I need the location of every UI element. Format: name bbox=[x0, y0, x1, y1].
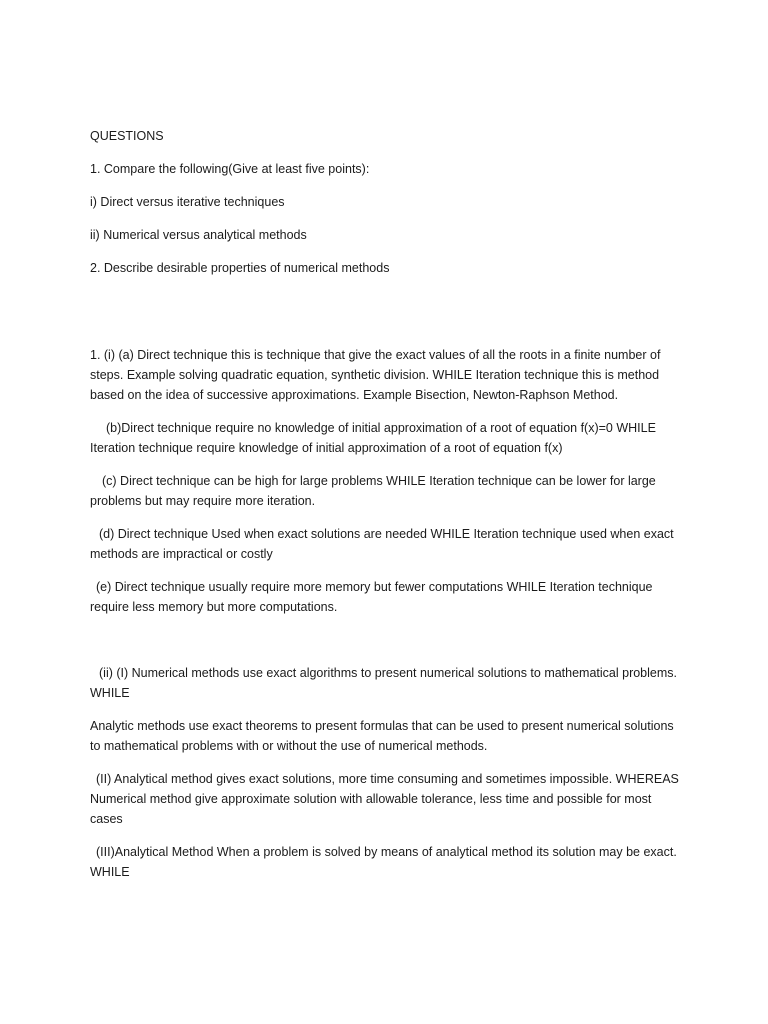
answer-1-ii-II: (II) Analytical method gives exact solutions, more time consuming and sometimes impossible. WHEREAS Numerical method give approximate solution with allowable tolerance, less time and possible for most cases bbox=[90, 772, 679, 826]
question-1: 1. Compare the following(Give at least five points): bbox=[90, 162, 370, 176]
document-body bbox=[90, 126, 680, 895]
answer-1-ii-III: (III)Analytical Method When a problem is solved by means of analytical method its solution may be exact. WHILE bbox=[90, 845, 677, 879]
answer-1-ii-I: (ii) (I) Numerical methods use exact algorithms to present numerical solutions to mathematical problems. WHILE bbox=[90, 666, 678, 700]
answer-1-i-c: (c) Direct technique can be high for large problems WHILE Iteration technique can be lower for large problems but may require more iteration. bbox=[90, 474, 656, 508]
questions-section bbox=[90, 126, 680, 278]
answer-1-i-d: (d) Direct technique Used when exact solutions are needed WHILE Iteration technique used when exact methods are impractical or costly bbox=[90, 527, 674, 561]
section-spacer bbox=[90, 278, 680, 345]
question-1-part-i: i) Direct versus iterative techniques bbox=[90, 195, 285, 209]
answer-1-i-e: (e) Direct technique usually require more memory but fewer computations WHILE Iteration technique require less memory but more computations. bbox=[90, 580, 653, 614]
answer-spacer bbox=[90, 630, 680, 663]
answer-1-i-a: 1. (i) (a) Direct technique this is technique that give the exact values of all the roots in a finite number of steps. Example solving quadratic equation, synthetic division. WHILE Iteration technique this is method based on the idea of successive approximations. Example Bisection, Newton-Raphson Method. bbox=[90, 348, 661, 402]
question-1-part-ii: ii) Numerical versus analytical methods bbox=[90, 228, 307, 242]
answers-section bbox=[90, 345, 680, 882]
answer-1-i-b: (b)Direct technique require no knowledge of initial approximation of a root of equation f(x)=0 WHILE Iteration technique require knowledge of initial approximation of a root of equation f(x) bbox=[90, 421, 656, 455]
questions-heading: QUESTIONS bbox=[90, 129, 164, 143]
answer-1-ii-I-continued: Analytic methods use exact theorems to present formulas that can be used to present numerical solutions to mathematical problems with or without the use of numerical methods. bbox=[90, 719, 674, 753]
question-2: 2. Describe desirable properties of numerical methods bbox=[90, 261, 390, 275]
